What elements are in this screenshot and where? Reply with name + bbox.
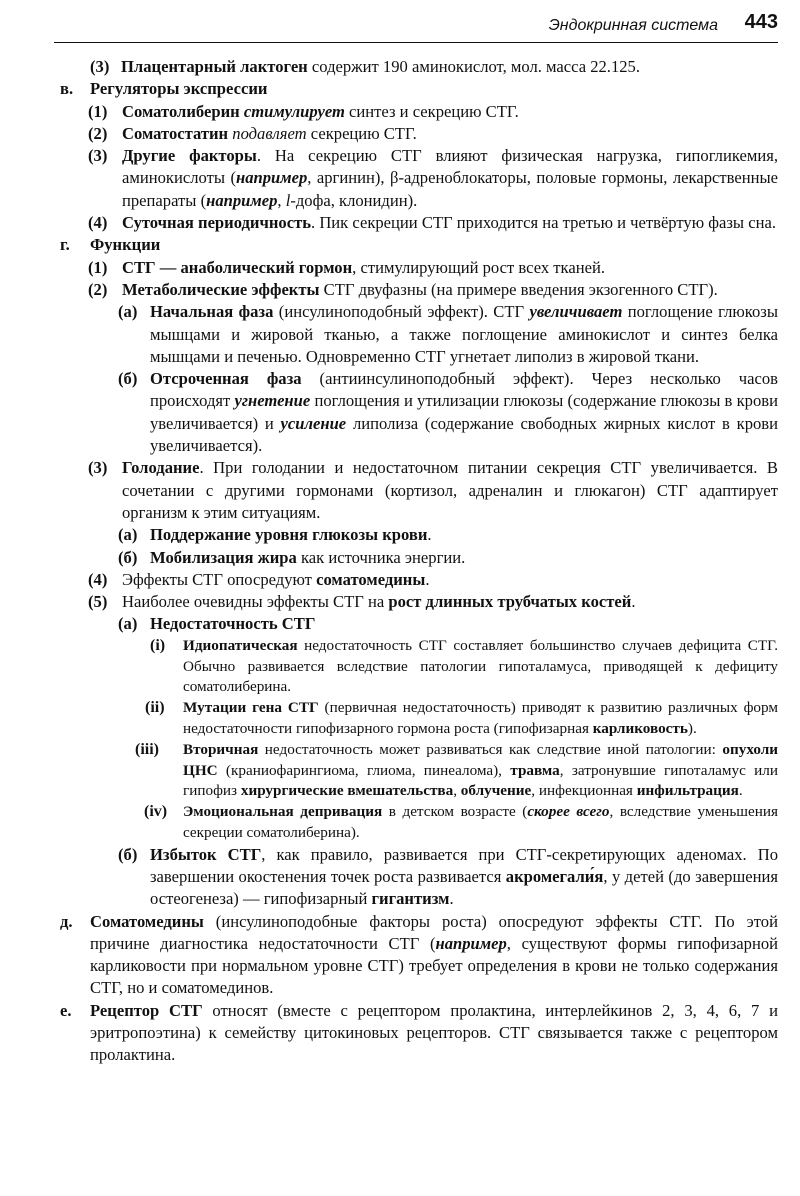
list-item <box>90 56 778 78</box>
text-run: как источника энергии. <box>296 547 466 567</box>
text-run: Голодание <box>122 458 200 478</box>
item-text <box>183 741 778 800</box>
list-item <box>60 279 778 301</box>
text-run: недостаточность может развиваться как следствие иной патологии: <box>258 740 723 758</box>
text-run: Функции <box>90 235 161 255</box>
item-marker: г. <box>60 235 70 255</box>
item-text <box>183 803 778 841</box>
text-run: недостаточность СТГ составляет большинство случаев дефицита СТГ. Обычно развивается вследствие патологии гипоталамуса, приводящей к дефициту соматолиберина. <box>183 636 778 696</box>
page-number: 443 <box>744 11 778 33</box>
item-marker: (а) <box>118 302 138 322</box>
text-run: Недостаточность СТГ <box>150 614 316 634</box>
text-run: Соматолиберин <box>122 101 240 121</box>
list-item <box>60 569 778 591</box>
item-marker: (iv) <box>144 803 168 821</box>
text-run: Мобилизация жира <box>150 547 297 567</box>
item-marker: (5) <box>88 592 108 612</box>
list-item <box>60 457 778 524</box>
text-run: рост длинных трубчатых костей <box>388 592 632 612</box>
text-run: , инфекционная <box>531 782 637 800</box>
text-run: усиление <box>280 413 347 433</box>
item-text <box>122 458 778 522</box>
list-item <box>60 547 778 569</box>
item-text <box>122 102 519 121</box>
text-run: хирургические вмешательства <box>240 782 454 800</box>
item-marker: (iii) <box>135 740 159 758</box>
section-heading <box>60 1000 778 1067</box>
item-text <box>183 637 778 696</box>
item-text <box>122 146 778 210</box>
header-rule <box>54 42 778 43</box>
item-marker: (б) <box>118 369 138 389</box>
text-run: скорее всего <box>527 803 610 821</box>
text-run: , аргинин), β-адреноблокаторы, половые гормоны, лекарственные препараты ( <box>122 168 778 210</box>
list-item <box>60 212 778 234</box>
list-item <box>60 101 778 123</box>
item-marker: в. <box>60 79 74 99</box>
text-run: увеличивает <box>529 302 623 322</box>
item-text <box>90 79 267 98</box>
item-marker: (б) <box>118 547 138 567</box>
text-run: ). <box>687 719 697 737</box>
text-run: , стимулирующий рост всех тканей. <box>352 257 606 277</box>
list-item <box>60 524 778 546</box>
text-run: l <box>285 190 291 210</box>
list-item <box>60 368 778 457</box>
text-run: . <box>449 889 454 909</box>
item-marker: (i) <box>150 636 166 654</box>
text-run: соматомедины <box>316 569 426 589</box>
text-run: Рецептор СТГ <box>90 1000 203 1020</box>
text-run: Эффекты СТГ опосредуют <box>122 569 317 589</box>
item-marker: (3) <box>88 146 108 166</box>
text-run: Мутации гена СТГ <box>183 699 319 717</box>
item-text <box>122 280 718 299</box>
list-item <box>60 123 778 145</box>
item-text <box>150 614 315 633</box>
item-text <box>90 912 778 998</box>
list-item <box>60 802 778 844</box>
item-marker: д. <box>60 911 73 931</box>
text-run: липолиза (содержание свободных жирных кислот в крови увеличивается). <box>150 413 779 456</box>
item-marker: (б) <box>118 844 138 864</box>
text-run: Соматомедины <box>90 911 204 931</box>
running-header <box>0 10 800 40</box>
list-item <box>60 591 778 613</box>
text-run: , <box>277 190 286 210</box>
text-run: угнетение <box>234 391 311 411</box>
page-content <box>60 56 778 1067</box>
text-run: , вследствие уменьшения секреции соматолиберина). <box>183 803 778 841</box>
text-run: Метаболические эффекты <box>122 279 320 299</box>
text-run: в детском возрасте ( <box>382 803 528 821</box>
text-run: синтез и секрецию СТГ. <box>344 101 519 121</box>
text-run: Избыток СТГ <box>150 844 262 864</box>
text-run: Поддержание уровня глюкозы крови <box>150 525 428 545</box>
text-run: опухоли ЦНС <box>183 740 778 779</box>
list-item <box>60 613 778 635</box>
text-run: например <box>435 933 507 953</box>
text-run: например <box>235 168 308 188</box>
list-item <box>60 740 778 802</box>
section-title: Эндокринная система <box>548 17 718 34</box>
text-run: СТГ — анаболический гормон <box>122 257 353 277</box>
text-run: поглощение глюкозы мышцами и жировой тканью, а также поглощение аминокислот и синтез белка мышцами и печенью. Одновременно СТГ угнетает липолиз в жировой ткани. <box>150 302 778 366</box>
text-run: . При голодании и недостаточном питании секреция СТГ увеличивается. В сочетании с другими гормонами (кортизол, адреналин и глюкагон) СТГ адаптирует организм к этим ситуациям. <box>122 458 778 522</box>
text-run: Наиболее очевидны эффекты СТГ на <box>122 592 389 612</box>
text-run: , <box>453 782 461 800</box>
item-text <box>150 525 432 544</box>
text-run: . <box>427 525 432 545</box>
section-heading <box>60 911 778 1000</box>
text-run: . На секрецию СТГ влияют физическая нагрузка, гипогликемия, аминокислоты ( <box>122 146 778 188</box>
item-marker: (1) <box>88 257 108 277</box>
list-item <box>60 301 778 368</box>
text-run: облучение <box>460 782 532 800</box>
list-item <box>60 145 778 212</box>
text-run: Соматостатин <box>122 123 229 143</box>
text-run: секрецию СТГ. <box>306 123 417 143</box>
item-marker: (4) <box>88 569 108 589</box>
item-marker: (3) <box>88 458 108 478</box>
text-run: , как правило, развивается при СТГ-секретирующих аденомах. По завершении окостенения точек роста развивается <box>150 844 778 886</box>
text-run: (первичная недостаточность) приводят к развитию различных форм недостаточности гипофизарного гормона роста (гипофизарная <box>183 699 778 737</box>
item-text <box>121 57 640 76</box>
text-run: поглощения и утилизации глюкозы (содержание глюкозы в крови увеличивается) и <box>150 391 778 433</box>
text-run: СТГ двуфазны (на примере введения экзогенного СТГ). <box>319 279 718 299</box>
item-text <box>183 699 778 737</box>
text-run: относят (вместе с рецептором пролактина, интерлейкинов 2, 3, 4, 6, 7 и эритропоэтина) к семейству цитокиновых рецепторов. СТГ связывается также с рецептором пролактина. <box>90 1000 778 1065</box>
text-run: подавляет <box>232 123 307 143</box>
text-run: Суточная периодичность <box>122 213 312 233</box>
list-item <box>60 698 778 740</box>
text-run: травма <box>510 761 560 779</box>
text-run: (краниофарингиома, глиома, пинеалома), <box>217 761 511 779</box>
list-item <box>60 844 778 911</box>
text-run: Вторичная <box>183 740 259 758</box>
text-run: , у детей (до завершения остеогенеза) — гипофизарный <box>150 866 778 909</box>
item-text <box>122 570 429 589</box>
item-text <box>150 369 778 455</box>
item-text <box>150 548 465 567</box>
text-run: -дофа, клонидин). <box>290 190 418 210</box>
list-item <box>60 257 778 279</box>
text-run: Эмоциональная депривация <box>183 803 383 821</box>
item-marker: (ii) <box>145 699 165 717</box>
item-text <box>122 258 605 277</box>
text-run: стимулирует <box>243 101 345 121</box>
text-run: Плацентарный лактоген <box>121 57 308 76</box>
item-marker: (4) <box>88 213 108 233</box>
text-run: Регуляторы экспрессии <box>90 79 268 99</box>
section-heading <box>60 234 778 256</box>
text-run: инфильтрация <box>636 782 739 800</box>
text-run: Другие факторы <box>122 146 257 166</box>
item-marker: (3) <box>90 57 110 76</box>
text-run: Отсроченная фаза <box>150 369 302 389</box>
item-marker: (2) <box>88 123 108 143</box>
item-marker: е. <box>60 1000 72 1020</box>
text-run: акромегали́я <box>505 866 604 886</box>
text-run: содержит 190 аминокислот, мол. масса 22.125. <box>307 57 640 76</box>
text-run: гигантизм <box>371 889 450 909</box>
text-run: (инсулиноподобный эффект). СТГ <box>273 302 530 322</box>
item-marker: (2) <box>88 279 108 299</box>
item-text <box>150 302 778 366</box>
section-heading <box>60 78 778 100</box>
text-run: Идиопатическая <box>183 636 298 654</box>
item-marker: (а) <box>118 525 138 545</box>
text-run: например <box>206 190 278 210</box>
item-text <box>90 1001 778 1065</box>
item-marker: (а) <box>118 614 138 634</box>
text-run: (антиинсулиноподобный эффект). Через несколько часов происходят <box>150 369 779 411</box>
item-text <box>90 235 160 254</box>
text-run: . <box>425 569 430 589</box>
item-text <box>122 592 635 611</box>
text-run: , существуют формы гипофизарной карликовости при нормальном уровне СТГ) требует определения в крови не только содержания СТГ, но и соматомединов. <box>90 933 778 998</box>
text-run: , затронувшие гипоталамус или гипофиз <box>183 761 778 800</box>
text-run: . <box>738 782 743 800</box>
item-text <box>122 213 776 232</box>
item-text <box>150 845 778 909</box>
text-run: . Пик секреции СТГ приходится на третью и четвёртую фазы сна. <box>311 213 776 233</box>
text-run: . <box>631 592 636 612</box>
item-marker: (1) <box>88 101 108 121</box>
text-run: (инсулиноподобные факторы роста) опосредуют эффекты СТГ. По этой причине диагностика недостаточности СТГ ( <box>90 911 778 953</box>
text-run: карликовость <box>592 719 688 737</box>
text-run: Начальная фаза <box>150 302 274 322</box>
item-text <box>122 124 417 143</box>
list-item <box>60 636 778 698</box>
